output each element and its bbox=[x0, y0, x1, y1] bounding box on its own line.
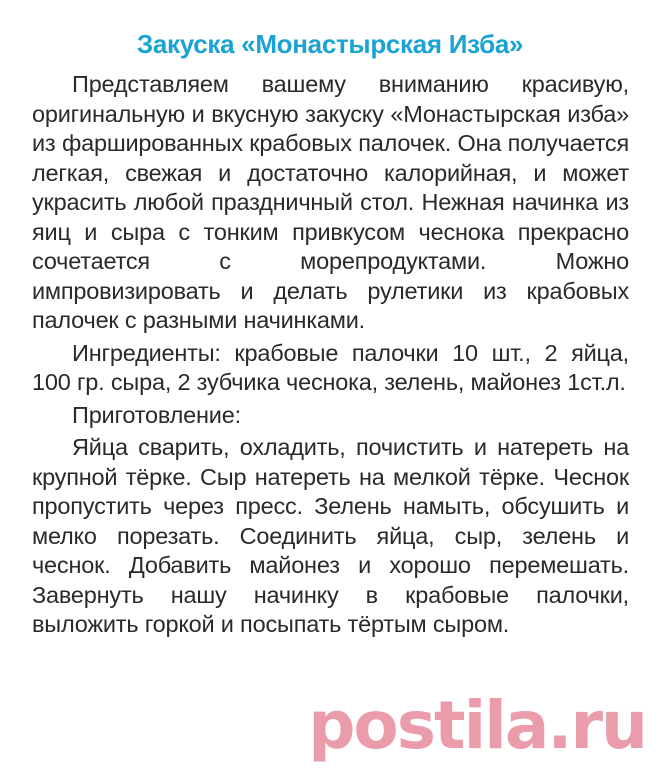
postila-watermark: postila.ru bbox=[308, 687, 646, 764]
intro-paragraph: Представляем вашему вниманию красивую, оригинальную и вкусную закуску «Монастырская изба» из фаршированных крабовых палочек. Она получается легкая, свежая и достаточно калорийная, и может украсить любой праздничный стол. Нежная начинка из яиц и сыра с тонким привкусом чеснока прекрасно сочетается с морепродуктами. Можно импровизировать и делать рулетики из крабовых палочек с разными начинками. bbox=[32, 71, 629, 333]
recipe-title: Закуска «Монастырская Изба» bbox=[136, 29, 524, 59]
ingredients-paragraph: Ингредиенты: крабовые палочки 10 шт., 2 яйца, 100 гр. сыра, 2 зубчика чеснока, зелень, майонез 1ст.л. bbox=[32, 339, 629, 395]
recipe-body bbox=[32, 70, 629, 643]
preparation-paragraph: Яйца сварить, охладить, почистить и натереть на крупной тёрке. Сыр натереть на мелкой тёрке. Чеснок пропустить через пресс. Зелень намыть, обсушить и мелко порезать. Соединить яйца, сыр, зелень и чеснок. Добавить майонез и хорошо перемешать. Завернуть нашу начинку в крабовые палочки, выложить горкой и посыпать тёртым сыром. bbox=[32, 434, 629, 637]
preparation-heading: Приготовление: bbox=[72, 401, 241, 428]
